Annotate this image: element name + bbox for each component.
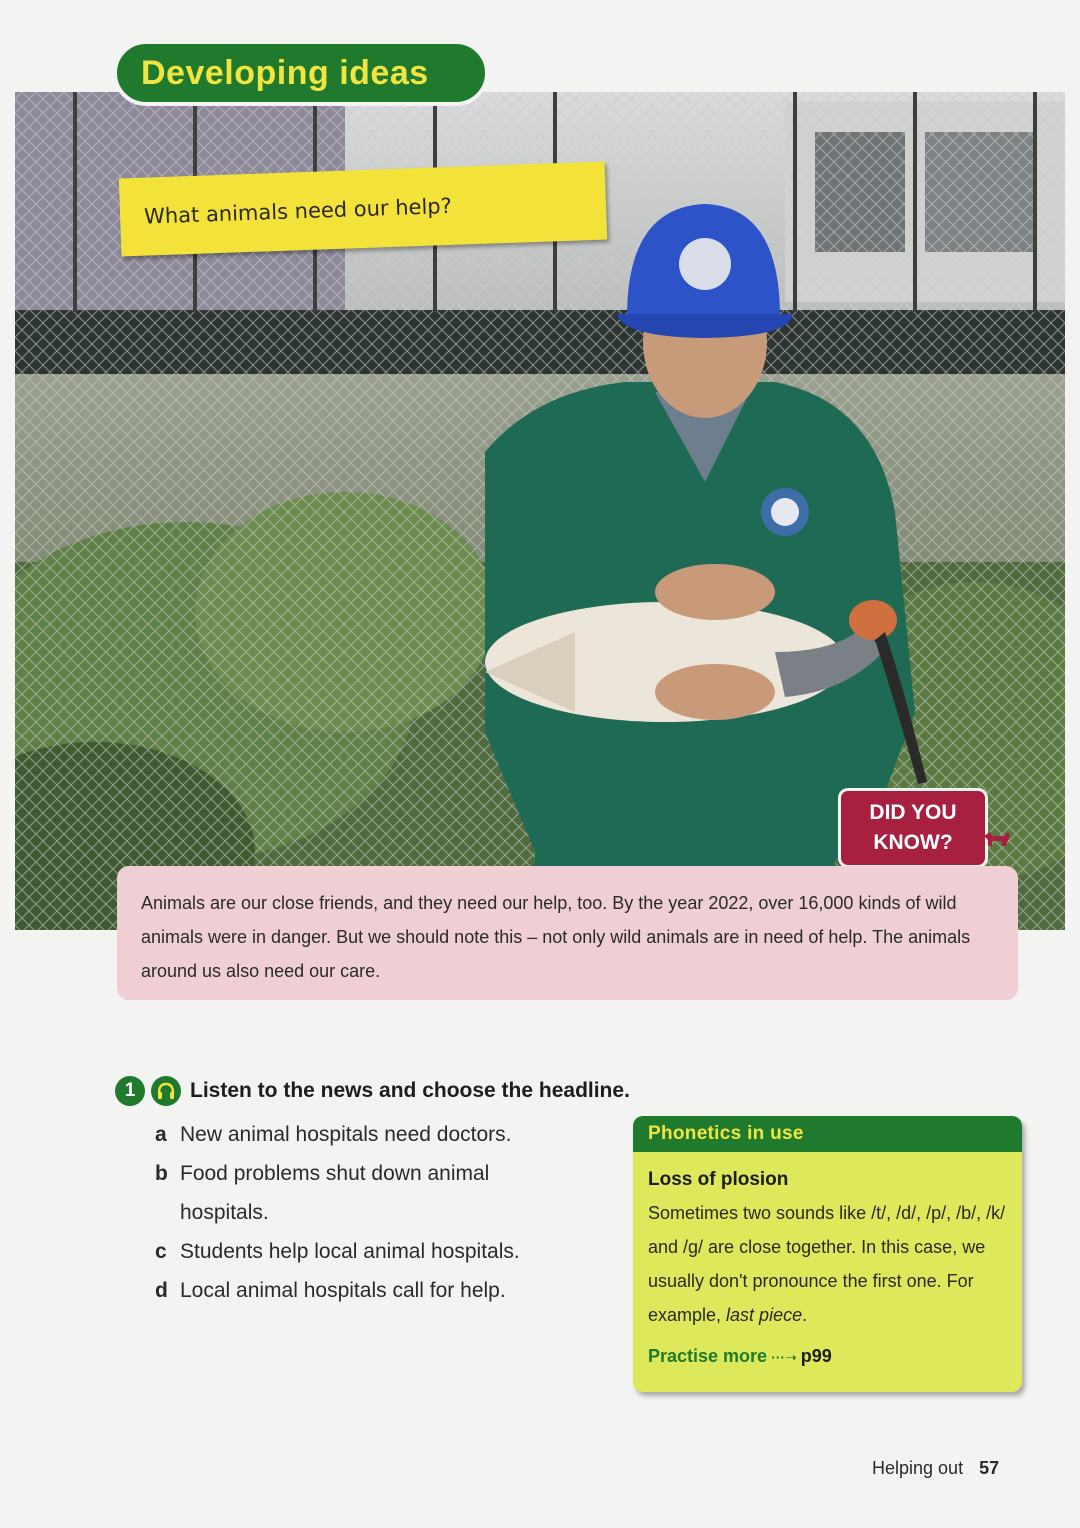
option-letter: a — [155, 1123, 167, 1146]
badge-line-2: KNOW? — [873, 831, 953, 854]
exercise-instruction: Listen to the news and choose the headline. — [190, 1079, 630, 1102]
phonetics-example: last piece — [726, 1305, 803, 1325]
practise-label: Practise more — [648, 1346, 768, 1366]
question-text: What animals need our help? — [143, 193, 453, 229]
did-you-know-text: Animals are our close friends, and they need our help, too. By the year 2022, over 16,000 kinds of wild animals were in danger. But we should note this – not only wild animals are in need of help. The animals around us also need our care. — [141, 893, 971, 981]
unit-name: Helping out — [872, 1458, 964, 1478]
option-letter: b — [155, 1162, 168, 1185]
phonetics-text-end: . — [802, 1305, 808, 1325]
option-letter: c — [155, 1240, 167, 1263]
option-list — [155, 1115, 635, 1310]
option-text: Students help local animal hospitals. — [180, 1240, 520, 1263]
phonetics-header: Phonetics in use — [633, 1116, 1022, 1152]
exercise-1 — [115, 1073, 635, 1310]
option-a[interactable] — [155, 1115, 635, 1154]
section-title: Developing ideas — [141, 53, 429, 92]
dog-icon — [982, 828, 1012, 848]
page-footer — [872, 1458, 999, 1479]
page-number: 57 — [979, 1458, 1000, 1478]
option-d[interactable] — [155, 1271, 635, 1310]
badge-line-1: DID YOU — [869, 801, 957, 824]
did-you-know-box — [117, 866, 1018, 1000]
headphones-icon[interactable] — [151, 1076, 181, 1106]
section-tab — [113, 40, 489, 106]
exercise-number: 1 — [115, 1076, 145, 1106]
exercise-heading — [115, 1073, 635, 1109]
option-text: New animal hospitals need doctors. — [180, 1123, 512, 1146]
phonetics-subtitle: Loss of plosion — [648, 1169, 789, 1190]
arrow-right-icon: ···➝ — [771, 1349, 797, 1365]
option-c[interactable] — [155, 1232, 635, 1271]
phonetics-text-main: Sometimes two sounds like /t/, /d/, /p/, /b/, /k/ and /g/ are close together. In this case, we usually don't pronounce the first one. For example, — [648, 1203, 1006, 1325]
practise-more-link[interactable] — [648, 1346, 1007, 1367]
option-b[interactable] — [155, 1154, 635, 1232]
phonetics-text — [648, 1196, 1007, 1332]
practise-page: p99 — [800, 1346, 832, 1366]
did-you-know-badge — [838, 788, 988, 868]
phonetics-box — [633, 1116, 1022, 1392]
option-text: Food problems shut down animal hospitals. — [180, 1162, 490, 1224]
option-letter: d — [155, 1279, 168, 1302]
option-text: Local animal hospitals call for help. — [180, 1279, 506, 1302]
